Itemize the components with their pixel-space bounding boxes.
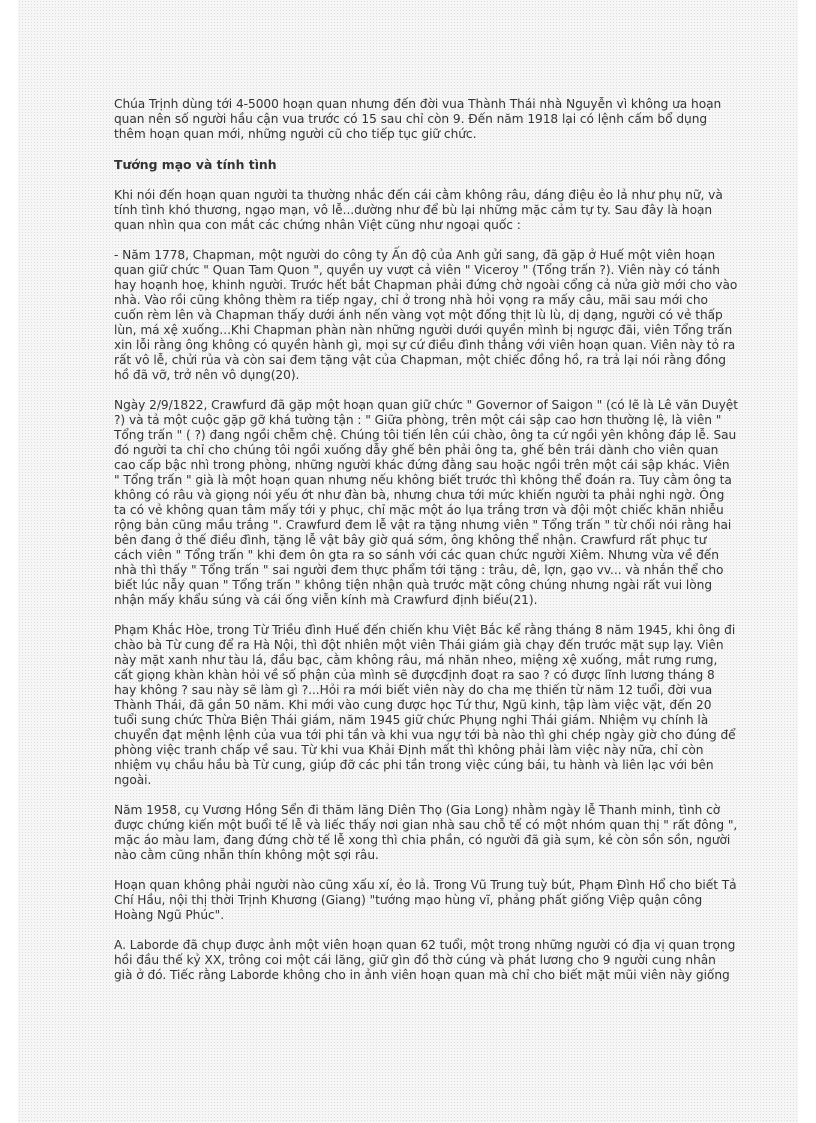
document-body xyxy=(114,97,738,983)
paragraph: Ngày 2/9/1822, Crawfurd đã gặp một hoạn quan giữ chức " Governor of Saigon " (có lẽ là Lê văn Duyệt ?) và tả một cuộc gặp gỡ khá tường tận : " Giữa phòng, trên một cái sập cao hơn thường lệ, là viên " Tổng trấn " ( ?) đang ngồi chễm chệ. Chúng tôi tiến lên cúi chào, ông ta cứ ngồi yên không đáp lễ. Sau đó người ta chỉ cho chúng tôi ngồi xuống dẫy ghế bên phải ông ta, ghế bên trái dành cho viên quan cao cấp bậc nhì trong phòng, những người khác đứng đằng sau hoặc ngồi trên một cái sập khác. Viên " Tổng trấn " già là một hoạn quan nhưng nếu không biết trước thì không thể đoán ra. Tuy cằm ông ta không có râu và giọng nói yếu ớt như đàn bà, nhưng chưa tới mức khiến người ta phải nghi ngờ. Ông ta có vẻ không quan tâm mấy tới y phục, chỉ mặc một áo lụa trắng trơn và đội một chiếc khăn nhiễu rộng bản cũng mầu trắng ". Crawfurd đem lễ vật ra tặng nhưng viên " Tổng trấn " từ chối nói rằng hai bên đang ở thế điều đình, tặng lễ vật bây giờ quá sớm, ông không thể nhận. Crawfurd rất phục tư cách viên " Tổng trấn " khi đem ôn gta ra so sánh với các quan chức người Xiêm. Nhưng vừa về đến nhà thì thấy " Tổng trấn " sai người đem thực phẩm tới tặng : trâu, dê, lợn, gạo vv... và nhắn thể cho biết lúc nẫy quan " Tổng trấn " không tiện nhận quà trước mặt công chúng nhưng ngài rất vui lòng nhận mấy khẩu súng và cái ống viễn kính mà Crawfurd định biếu(21). xyxy=(114,398,738,607)
paragraph: Phạm Khắc Hòe, trong Từ Triều đình Huế đến chiến khu Việt Bắc kể rằng tháng 8 năm 1945, khi ông đi chào bà Từ cung để ra Hà Nội, thì đột nhiên một viên Thái giám già chạy đến trước mặt sụp lạy. Viên này mặt xanh như tàu lá, đầu bạc, cằm không râu, má nhăn nheo, miệng xệ xuống, mắt rưng rưng, cất giọng khàn khàn hỏi về số phận của mình sẽ đượcđịnh đoạt ra sao ? có được lĩnh lương tháng 8 hay không ? sau này sẽ làm gì ?...Hỏi ra mới biết viên này do cha mẹ thiến từ năm 12 tuổi, đời vua Thành Thái, đã gần 50 năm. Khi mới vào cung được học Tứ thư, Ngũ kinh, tập làm việc vặt, đến 20 tuổi sung chức Thừa Biện Thái giám, năm 1945 giữ chức Phụng nghi Thái giám. Nhiệm vụ chính là chuyển đạt mệnh lệnh của vua tới phi tần và khi vua ngự tới bà nào thì ghi chép ngày giờ cho đúng để phòng việc tranh chấp về sau. Từ khi vua Khải Định mất thì không phải làm việc này nữa, chỉ còn nhiệm vụ chầu hầu bà Từ cung, giúp đỡ các phi tần trong việc cúng bái, tu hành và liên lạc với bên ngoài. xyxy=(114,623,736,787)
paragraph: Chúa Trịnh dùng tới 4-5000 hoạn quan nhưng đến đời vua Thành Thái nhà Nguyễn vì không ưa hoạn quan nên số người hầu cận vua trước có 15 sau chỉ còn 9. Đến năm 1918 lại có lệnh cấm bổ dụng thêm hoạn quan mới, những người cũ cho tiếp tục giữ chức. xyxy=(114,97,722,141)
paragraph: Khi nói đến hoạn quan người ta thường nhắc đến cái cằm không râu, dáng điệu ẻo lả như phụ nữ, và tính tình khó thương, ngạo mạn, vô lễ...dường như để bù lại những mặc cảm tự ty. Sau đây là hoạn quan nhìn qua con mắt các chứng nhân Việt cũng như ngoại quốc : xyxy=(114,188,723,232)
paragraph: Hoạn quan không phải người nào cũng xấu xí, ẻo lả. Trong Vũ Trung tuỳ bút, Phạm Đình Hổ cho biết Tả Chí Hầu, nội thị thời Trịnh Khương (Giang) "tướng mạo hùng vĩ, phảng phất giống Việp quận công Hoàng Ngũ Phúc". xyxy=(114,878,737,922)
paragraph: A. Laborde đã chụp được ảnh một viên hoạn quan 62 tuổi, một trong những người có địa vị quan trọng hồi đầu thế kỷ XX, trông coi một cái lăng, giữ gìn đồ thờ cúng và phát lương cho 9 người cung nhân già ở đó. Tiếc rằng Laborde không cho in ảnh viên hoạn quan mà chỉ cho biết mặt mũi viên này giống xyxy=(114,938,736,982)
document-page xyxy=(18,0,798,1123)
paragraph: - Năm 1778, Chapman, một người do công ty Ấn độ của Anh gửi sang, đã gặp ở Huế một viên hoạn quan giữ chức " Quan Tam Quon ", quyền uy vượt cả viên " Viceroy " (Tổng trấn ?). Viên này có tánh hay hoạnh hoẹ, khinh người. Trước hết bắt Chapman phải đứng chờ ngoài cổng cả nửa giờ mới cho vào nhà. Vào rồi cũng không thèm ra tiếp ngay, chỉ ở trong nhà hỏi vọng ra mấy câu, mãi sau mới cho cuốn rèm lên và Chapman thấy dưới ánh nến vàng vọt một đống thịt lù lù, dị dạng, người có vẻ thấp lùn, má xệ xuống...Khi Chapman phàn nàn những người dưới quyền mình bị ngược đãi, viên Tổng trấn xin lỗi rằng ông không có quyền hành gì, mọi sự cứ điều đình thẳng với viên hoạn quan. Viên này tỏ ra rất vô lễ, chửi rủa và còn sai đem tặng vật của Chapman, một chiếc đồng hồ, ra trả lại nói rằng đồng hồ đã vỡ, trở nên vô dụng(20). xyxy=(114,248,738,382)
section-heading: Tướng mạo và tính tình xyxy=(114,157,277,172)
paragraph: Năm 1958, cụ Vương Hồng Sển đi thăm lăng Diên Thọ (Gia Long) nhằm ngày lễ Thanh minh, tình cờ được chứng kiến một buổi tế lễ và liếc thấy nơi gian nhà sau chỗ tế có một nhóm quan thị " rất đông ", mặc áo màu lam, đang đứng chờ tế lễ xong thì chia phần, có người đã già sụm, kẻ còn sồn sồn, người nào cằm cũng nhẵn thín không một sợi râu. xyxy=(114,803,738,862)
